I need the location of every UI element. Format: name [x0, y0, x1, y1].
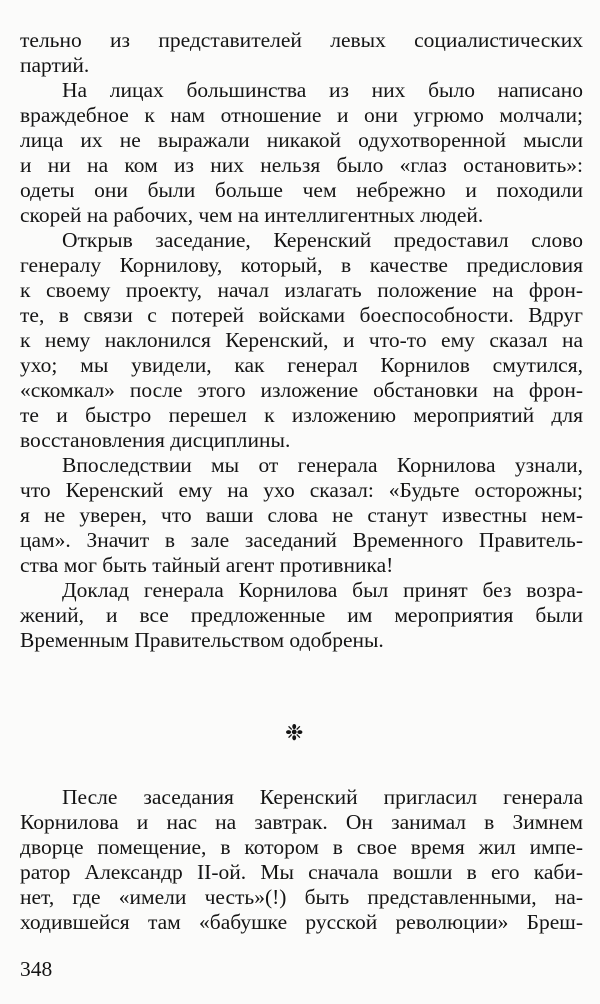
text-line: Доклад генерала Корнилова был принят без возра- — [62, 578, 583, 602]
text-line: скорей на рабочих, чем на интеллигентных людей. — [20, 203, 484, 227]
text-line: те, в связи с потерей войсками боеспособности. Вдруг — [20, 303, 583, 327]
text-line: лица их не выражали никакой одухотворенной мысли — [20, 128, 583, 152]
text-line: и ни на ком из них нельзя было «глаз остановить»: — [20, 153, 583, 177]
paragraph — [20, 28, 583, 78]
text-line: что Керенский ему на ухо сказал: «Будьте осторожны; — [20, 478, 583, 502]
text-line: На лицах большинства из них было написано — [62, 78, 583, 102]
text-line: восстановления дисциплины. — [20, 428, 291, 452]
text-line: тельно из представителей левых социалистических — [20, 28, 583, 52]
paragraph — [20, 78, 583, 228]
text-line: ухо; мы увидели, как генерал Корнилов смутился, — [20, 353, 583, 377]
text-line: Песле заседания Керенский пригласил генерала — [62, 785, 583, 809]
text-line: Временным Правительством одобрены. — [20, 628, 384, 652]
text-line: партий. — [20, 53, 90, 77]
paragraph — [20, 228, 583, 453]
text-line: «скомкал» после этого изложение обстановки на фрон- — [20, 378, 583, 402]
text-line: ства мог быть тайный агент противника! — [20, 553, 394, 577]
text-section-1 — [20, 28, 583, 653]
text-line: генералу Корнилову, который, в качестве предисловия — [20, 253, 583, 277]
paragraph — [20, 578, 583, 653]
text-line: одеты они были больше чем небрежно и походили — [20, 178, 583, 202]
section-separator-asterism: ❉ — [285, 720, 304, 745]
text-line: жений, и все предложенные им мероприятия были — [20, 603, 583, 627]
text-line: цам». Значит в зале заседаний Временного Правитель- — [20, 528, 583, 552]
text-line: ходившейся там «бабушке русской революции» Бреш- — [20, 910, 583, 934]
paragraph — [20, 453, 583, 578]
text-section-2 — [20, 785, 583, 935]
text-line: нет, где «имели честь»(!) быть представленными, на- — [20, 885, 583, 909]
text-line: Корнилова и нас на завтрак. Он занимал в Зимнем — [20, 810, 583, 834]
text-line: враждебное к нам отношение и они угрюмо молчали; — [20, 103, 583, 127]
text-line: к нему наклонился Керенский, и что-то ему сказал на — [20, 328, 583, 352]
text-line: дворце помещение, в котором в свое время жил импе- — [20, 835, 583, 859]
text-line: ратор Александр II-ой. Мы сначала вошли в его каби- — [20, 860, 583, 884]
text-line: те и быстро перешел к изложению мероприятий для — [20, 403, 583, 427]
text-line: Открыв заседание, Керенский предоставил слово — [62, 228, 583, 252]
text-line: Впоследствии мы от генерала Корнилова узнали, — [62, 453, 583, 477]
text-line: к своему проекту, начал излагать положение на фрон- — [20, 278, 583, 302]
text-line: я не уверен, что ваши слова не станут известны нем- — [20, 503, 583, 527]
page-number: 348 — [20, 957, 53, 981]
paragraph — [20, 785, 583, 935]
